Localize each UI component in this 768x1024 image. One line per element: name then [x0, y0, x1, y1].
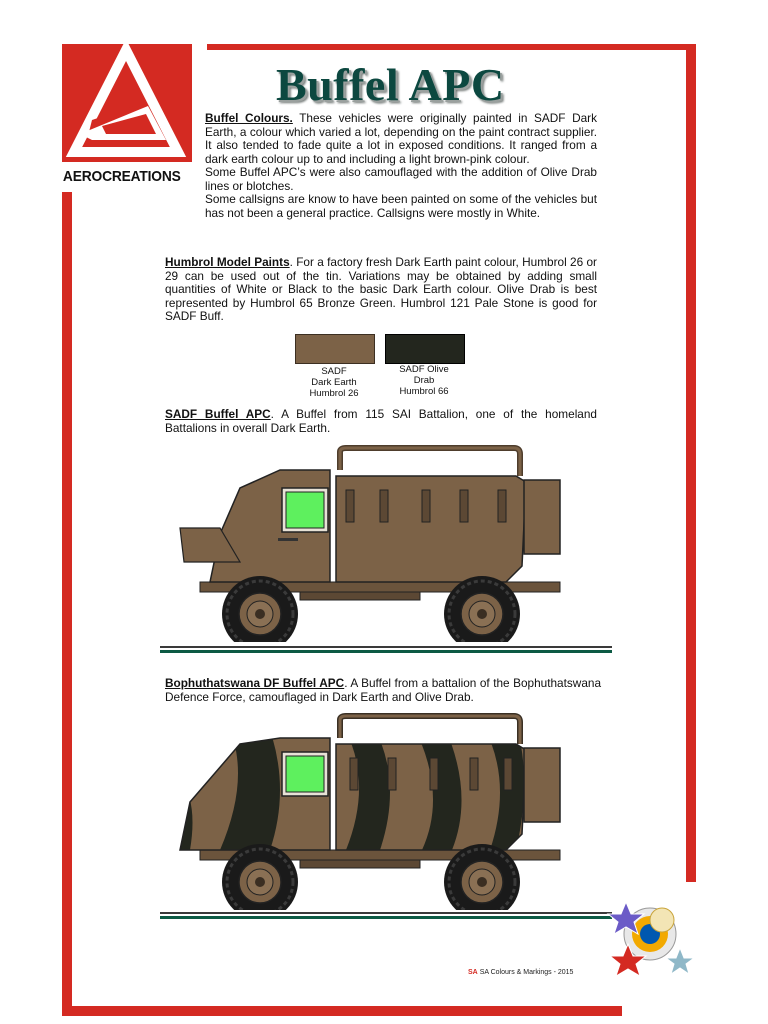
sadf-body: . A Buffel from 115 SAI Battalion, one of the homeland Battalions in overall Dark Earth. — [165, 407, 597, 435]
dark-earth-swatch-label: SADF Dark Earth Humbrol 26 — [309, 366, 359, 399]
frame-bottom-border — [62, 1006, 622, 1016]
paints-section — [165, 256, 597, 324]
ground-line-1 — [160, 646, 612, 653]
page-title: Buffel APC — [276, 59, 505, 110]
aerocreations-logo — [62, 44, 192, 192]
bophuthatswana-buffel-illustration — [160, 710, 612, 910]
bophuthatswana-section — [165, 677, 601, 704]
bophuthatswana-body: . A Buffel from a battalion of the Bophuthatswana Defence Force, camouflaged in Dark Earth and Olive Drab. — [165, 676, 602, 704]
colours-body: These vehicles were originally painted in SADF Dark Earth, a colour which varied a lot, depending on the paint contract supplier. It also tended to fade quite a lot in exposed conditions. It ranged from a dark earth colour up to and including a light brown-pink colour. — [205, 111, 597, 166]
colours-paragraph — [205, 112, 597, 166]
olive-drab-swatch — [385, 334, 465, 364]
footer-credit — [468, 969, 573, 976]
frame-left-border — [62, 190, 72, 1016]
paints-body: . For a factory fresh Dark Earth paint colour, Humbrol 26 or 29 can be used out of the tin. Variations may be obtained by adding small quantities of White or Black to the basic Dark Earth colour. Olive Drab is best represented by Humbrol 65 Bronze Green. Humbrol 121 Pale Stone is good for SADF Buff. — [165, 255, 597, 323]
unit-badges-icon — [604, 900, 700, 996]
frame-top-border — [207, 44, 696, 50]
footer-logo-mark: SA — [468, 969, 478, 976]
frame-right-border — [686, 44, 696, 882]
olive-drab-swatch-label: SADF Olive Drab Humbrol 66 — [399, 364, 449, 397]
logo-red-square — [62, 44, 192, 162]
dark-earth-swatch — [295, 334, 375, 364]
sadf-buffel-illustration — [160, 442, 612, 642]
logo-wordmark: AEROCREATIONS — [62, 168, 181, 185]
paints-heading: Humbrol Model Paints — [165, 255, 290, 269]
footer-text: SA Colours & Markings - 2015 — [479, 969, 574, 976]
sadf-heading: SADF Buffel APC — [165, 407, 271, 421]
logo-triangle-icon — [62, 44, 192, 162]
colours-camouflage-text: Some Buffel APC’s were also camouflaged with the addition of Olive Drab lines or blotches. — [205, 165, 597, 193]
colours-section — [205, 112, 597, 220]
bophuthatswana-heading: Bophuthatswana DF Buffel APC — [165, 676, 345, 690]
ground-line-2 — [160, 912, 612, 919]
colours-heading: Buffel Colours. — [205, 111, 293, 125]
sadf-section — [165, 408, 597, 435]
colours-callsign-text: Some callsigns are know to have been painted on some of the vehicles but has not been a general practice. Callsigns were mostly in White. — [205, 192, 597, 220]
